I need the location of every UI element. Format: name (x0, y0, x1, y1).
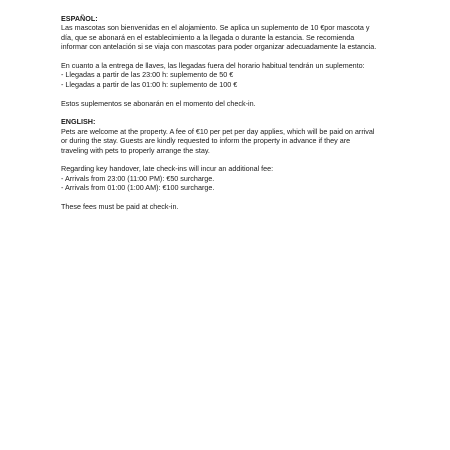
paragraph-pets-spanish (61, 23, 391, 51)
section-english (61, 117, 391, 211)
text-line: or during the stay. Guests are kindly requested to inform the property in advance if they are (61, 136, 351, 146)
text-line: En cuanto a la entrega de llaves, las llegadas fuera del horario habitual tendrán un suplemento: (61, 61, 365, 71)
paragraph-pets-english (61, 127, 391, 155)
text-line: traveling with pets to properly arrange the stay. (61, 145, 210, 155)
list-item: - Arrivals from 23:00 (11:00 PM): €50 surcharge. (61, 173, 215, 183)
list-item: - Llegadas a partir de las 23:00 h: suplemento de 50 € (61, 70, 234, 80)
paragraph-payment-spanish (61, 99, 391, 108)
text-line: Regarding key handover, late check-ins will incur an additional fee: (61, 164, 274, 174)
paragraph-payment-english (61, 202, 391, 211)
text-line: Pets are welcome at the property. A fee of €10 per pet per day applies, which will be paid on arrival (61, 126, 375, 136)
text-line: Las mascotas son bienvenidas en el alojamiento. Se aplica un suplemento de 10 €por mascota y (61, 23, 370, 33)
section-spanish (61, 14, 391, 108)
heading-spanish: ESPAÑOL: (61, 14, 98, 23)
document-body (61, 14, 391, 211)
paragraph-keys-english (61, 164, 391, 192)
text-line: These fees must be paid at check-in. (61, 202, 179, 212)
paragraph-keys-spanish (61, 61, 391, 89)
list-item: - Llegadas a partir de las 01:00 h: suplemento de 100 € (61, 79, 238, 89)
heading-english: ENGLISH: (61, 117, 96, 127)
list-item: - Arrivals from 01:00 (1:00 AM): €100 surcharge. (61, 183, 215, 193)
text-line: informar con antelación si se viaja con mascotas para poder organizar adecuadamente la estancia. (61, 42, 377, 52)
text-line: Estos suplementos se abonarán en el momento del check-in. (61, 98, 256, 108)
text-line: día, que se abonará en el establecimiento a la llegada o durante la estancia. Se recomienda (61, 32, 355, 42)
